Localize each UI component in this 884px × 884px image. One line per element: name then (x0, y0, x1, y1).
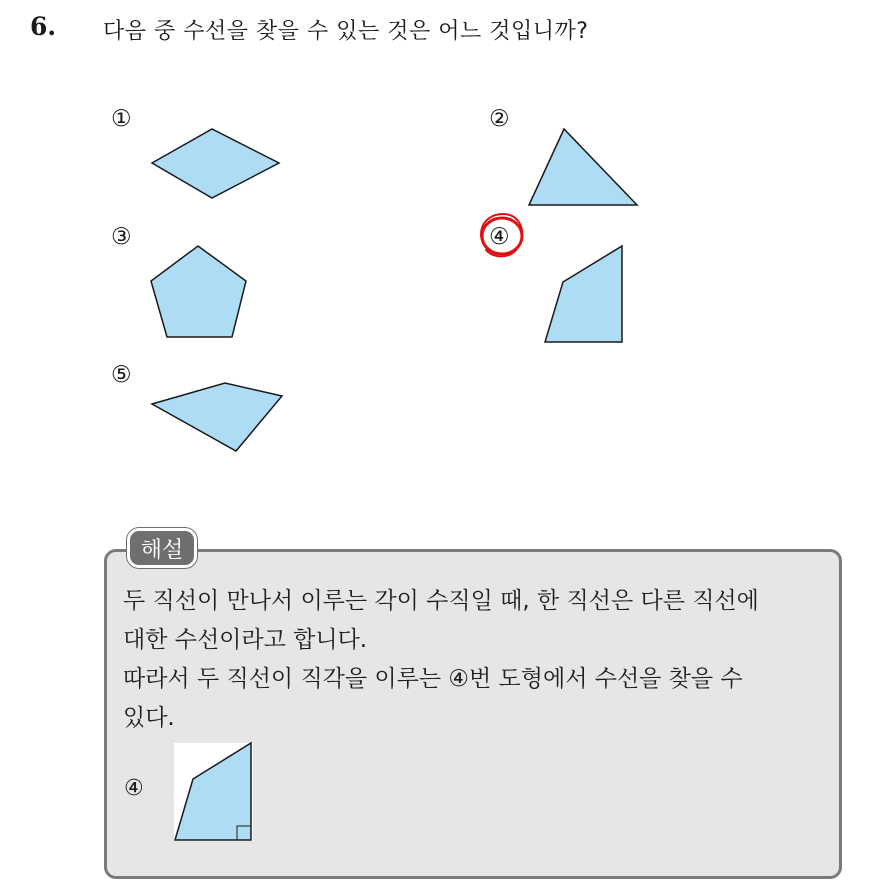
explanation-tag: 해설 (127, 528, 197, 568)
option-1-label[interactable]: ① (111, 106, 132, 132)
option-5-kite-shape[interactable] (152, 383, 282, 451)
explanation-figure-label: ④ (124, 776, 144, 801)
option-1-rhombus-shape[interactable] (152, 129, 279, 198)
answer-mark-circle (481, 214, 522, 256)
option-3-pentagon-shape[interactable] (151, 246, 246, 337)
option-3-label[interactable]: ③ (111, 224, 132, 250)
question-number: 6. (30, 12, 57, 41)
explanation-text (123, 582, 835, 738)
option-4-label[interactable]: ④ (489, 224, 510, 250)
option-4-quadrilateral-shape[interactable] (545, 246, 622, 342)
explanation-line-2: 대한 수선이라고 합니다. (123, 627, 368, 653)
option-2-label[interactable]: ② (489, 106, 510, 132)
explanation-line-1: 두 직선이 만나서 이루는 각이 수직일 때, 한 직선은 다른 직선에 (123, 588, 759, 614)
option-5-label[interactable]: ⑤ (111, 362, 132, 388)
option-2-triangle-shape[interactable] (529, 129, 637, 205)
question-text: 다음 중 수선을 찾을 수 있는 것은 어느 것입니까? (103, 19, 589, 44)
explanation-line-3: 따라서 두 직선이 직각을 이루는 ④번 도형에서 수선을 찾을 수 (123, 666, 743, 692)
explanation-line-4: 있다. (123, 705, 175, 731)
